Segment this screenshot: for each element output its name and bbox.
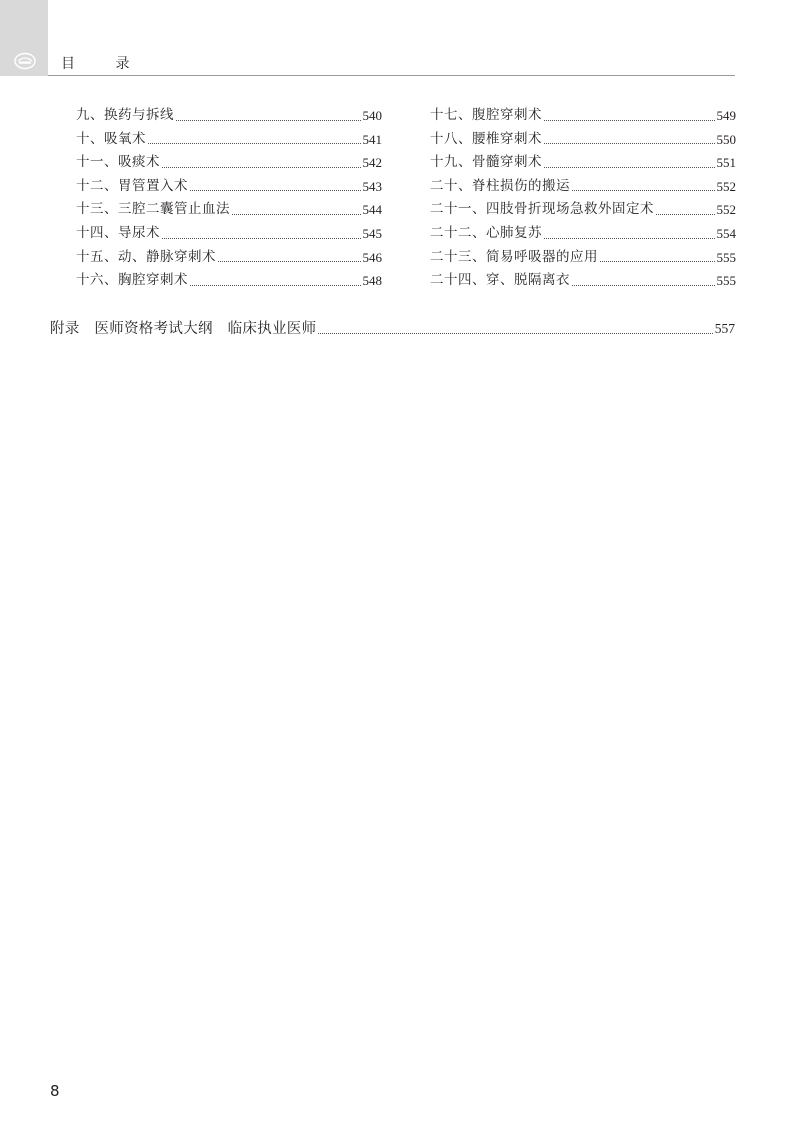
toc-entry-label: 二十三、简易呼吸器的应用 (430, 248, 598, 265)
toc-entry-page: 546 (362, 249, 382, 265)
dot-leader (218, 261, 361, 262)
dot-leader (656, 214, 715, 215)
dot-leader (318, 333, 712, 334)
dot-leader (232, 214, 361, 215)
toc-entry[interactable] (430, 104, 736, 128)
toc-entry-label: 二十一、四肢骨折现场急救外固定术 (430, 201, 654, 218)
toc-entry-page: 541 (362, 131, 382, 147)
toc-entry[interactable] (430, 246, 736, 270)
toc-entry-label: 二十二、心肺复苏 (430, 224, 542, 241)
dot-leader (544, 143, 715, 144)
toc-entry-page: 555 (716, 273, 736, 289)
toc-entry-page: 555 (716, 249, 736, 265)
toc-entry-page: 551 (716, 155, 736, 171)
dot-leader (148, 143, 361, 144)
header-title: 目 录 (61, 56, 148, 72)
dot-leader (544, 167, 715, 168)
toc-entry[interactable] (430, 175, 736, 199)
toc-entry-page: 544 (362, 202, 382, 218)
toc-column-left (76, 104, 382, 293)
toc-entry-label: 二十四、穿、脱隔离衣 (430, 272, 570, 289)
toc-entry[interactable] (76, 151, 382, 175)
toc-entry-label: 十五、动、静脉穿刺术 (76, 248, 216, 265)
page-number: 8 (50, 1082, 60, 1100)
dot-leader (572, 285, 715, 286)
toc-entry-page: 552 (716, 202, 736, 218)
publisher-logo-icon (14, 52, 36, 70)
toc-entry[interactable] (76, 269, 382, 293)
dot-leader (162, 238, 361, 239)
toc-entry-label: 十六、胸腔穿刺术 (76, 272, 188, 289)
toc-entry-page: 548 (362, 273, 382, 289)
toc-entry-appendix[interactable] (50, 318, 735, 340)
toc-column-right (430, 104, 736, 293)
dot-leader (544, 238, 715, 239)
toc-entry[interactable] (76, 128, 382, 152)
toc-entry-label: 十九、骨髓穿刺术 (430, 154, 542, 171)
dot-leader (162, 167, 361, 168)
toc-entry[interactable] (430, 269, 736, 293)
toc-entry-page: 540 (362, 108, 382, 123)
dot-leader (190, 285, 361, 286)
toc-entry[interactable] (76, 104, 382, 128)
toc-entry[interactable] (76, 175, 382, 199)
dot-leader (572, 190, 715, 191)
toc-entry-label: 十、吸氧术 (76, 130, 146, 147)
toc-entry-page: 549 (716, 108, 736, 123)
toc-entry-page: 542 (362, 155, 382, 171)
toc-entry-label: 十八、腰椎穿刺术 (430, 130, 542, 147)
toc-entry[interactable] (430, 128, 736, 152)
toc-entry-page: 552 (716, 178, 736, 194)
toc-entry-page: 557 (714, 321, 735, 336)
dot-leader (600, 261, 715, 262)
toc-entry-label: 十七、腹腔穿刺术 (430, 107, 542, 123)
toc-entry-label: 九、换药与拆线 (76, 107, 174, 123)
toc-entry[interactable] (76, 222, 382, 246)
toc-entry-label: 十四、导尿术 (76, 224, 160, 241)
toc-entry-label: 十三、三腔二囊管止血法 (76, 201, 230, 218)
toc-entry-label: 十二、胃管置入术 (76, 177, 188, 194)
toc-entry-label: 二十、脊柱损伤的搬运 (430, 177, 570, 194)
toc-entry-page: 543 (362, 178, 382, 194)
toc-entry-page: 554 (716, 225, 736, 241)
toc-entry-page: 550 (716, 131, 736, 147)
header-rule (48, 75, 735, 76)
toc-entry[interactable] (430, 151, 736, 175)
toc-entry[interactable] (430, 198, 736, 222)
toc-entry-label: 十一、吸痰术 (76, 154, 160, 171)
dot-leader (544, 120, 715, 121)
dot-leader (190, 190, 361, 191)
toc-entry-label: 附录 医师资格考试大纲 临床执业医师 (50, 321, 317, 337)
toc-entry[interactable] (76, 198, 382, 222)
toc-entry[interactable] (430, 222, 736, 246)
toc-entry[interactable] (76, 246, 382, 270)
dot-leader (176, 120, 361, 121)
toc-entry-page: 545 (362, 225, 382, 241)
